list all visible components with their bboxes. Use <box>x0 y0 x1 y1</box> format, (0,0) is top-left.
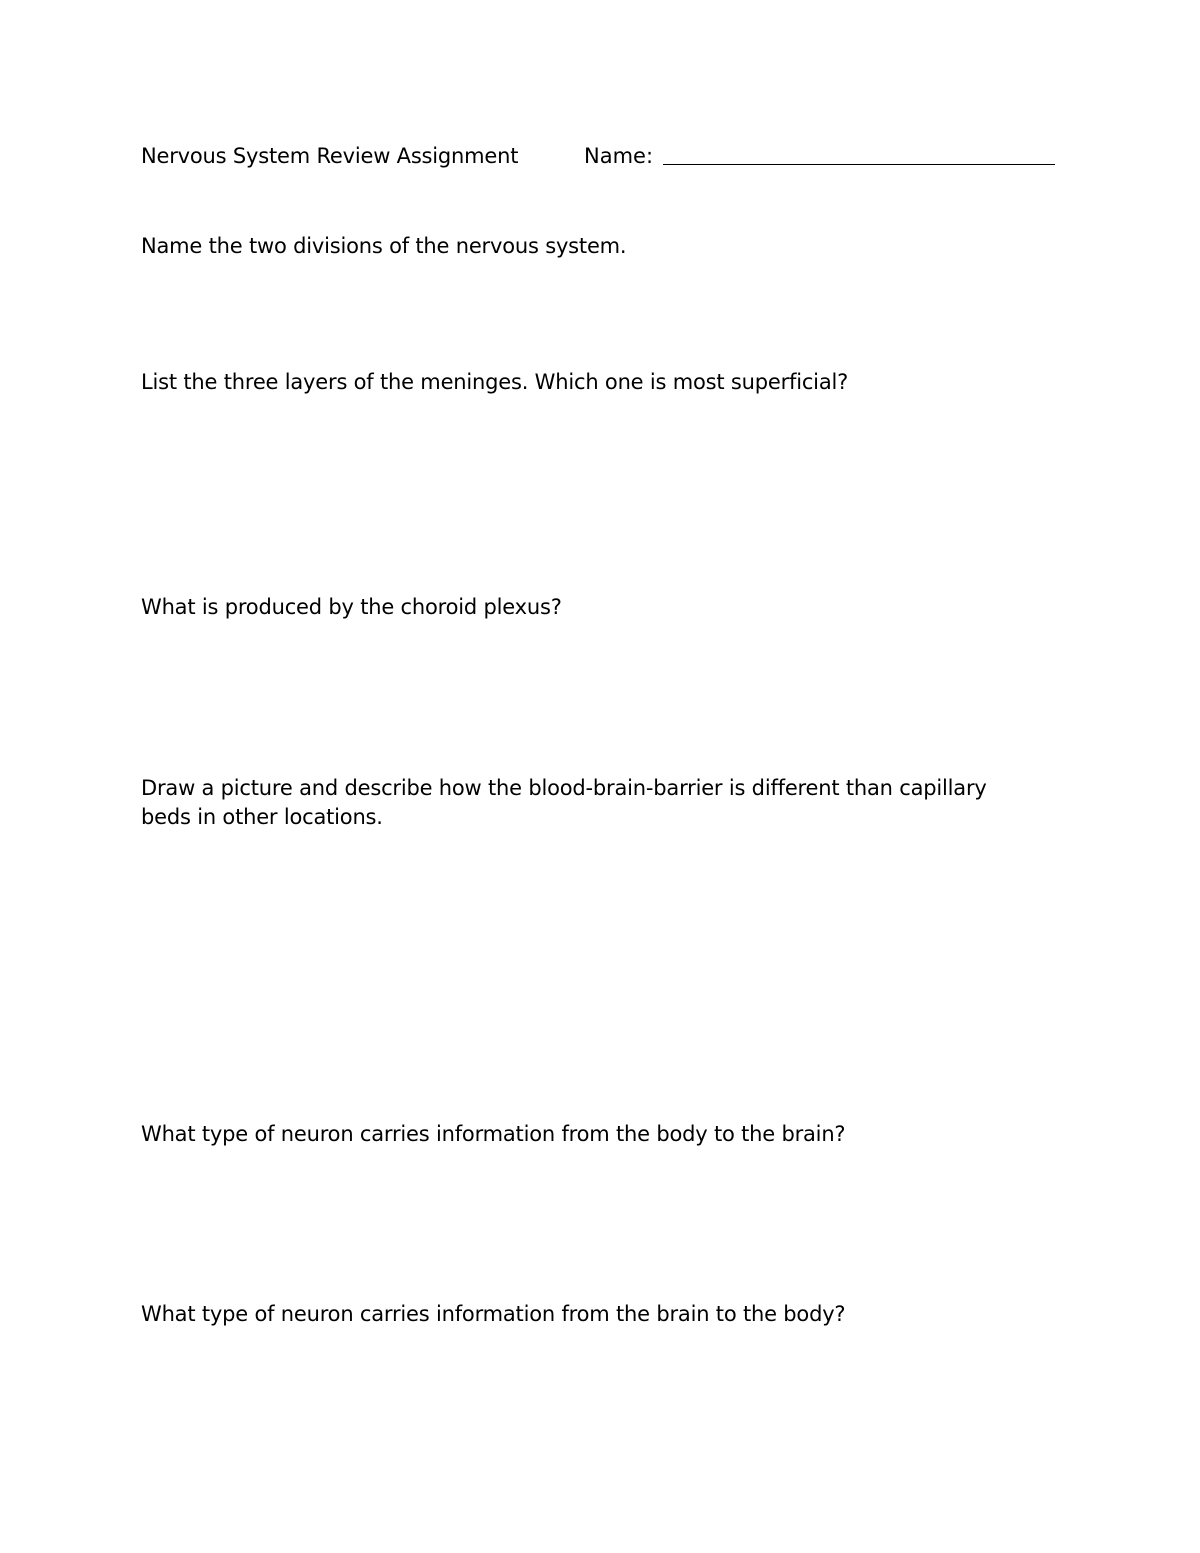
name-label: Name: <box>584 144 654 168</box>
name-blank-line <box>663 164 1055 165</box>
question-6: What type of neuron carries information from the brain to the body? <box>141 1302 846 1326</box>
question-4-line-2: beds in other locations. <box>141 805 383 829</box>
question-4-line-1: Draw a picture and describe how the blood-brain-barrier is different than capillary <box>141 776 987 800</box>
question-1: Name the two divisions of the nervous system. <box>141 234 627 258</box>
question-2: List the three layers of the meninges. Which one is most superficial? <box>141 370 849 394</box>
question-5: What type of neuron carries information from the body to the brain? <box>141 1122 846 1146</box>
question-3: What is produced by the choroid plexus? <box>141 595 562 619</box>
worksheet-title: Nervous System Review Assignment <box>141 144 519 168</box>
